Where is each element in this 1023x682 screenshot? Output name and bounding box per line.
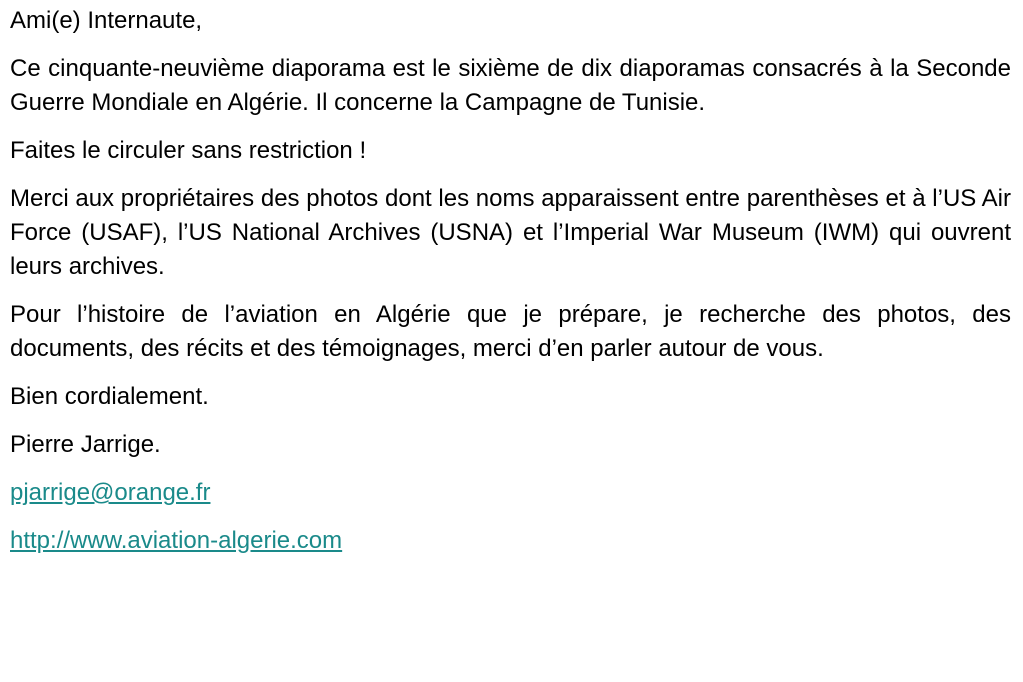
website-line (10, 524, 1011, 558)
website-link[interactable]: http://www.aviation-algerie.com (10, 527, 343, 554)
email-line (10, 476, 1011, 510)
signature: Pierre Jarrige. (10, 431, 161, 458)
closing: Bien cordialement. (10, 383, 209, 410)
email-link[interactable]: pjarrige@orange.fr (10, 479, 211, 506)
paragraph-intro: Ce cinquante-neuvième diaporama est le sixième de dix diaporamas consacrés à la Seconde Guerre Mondiale en Algérie. Il concerne la Campagne de Tunisie. (10, 55, 1011, 116)
greeting: Ami(e) Internaute, (10, 7, 203, 34)
paragraph-request: Pour l’histoire de l’aviation en Algérie que je prépare, je recherche des photos, des documents, des récits et des témoignages, merci d’en parler autour de vous. (10, 301, 1011, 362)
paragraph-share: Faites le circuler sans restriction ! (10, 137, 367, 164)
paragraph-thanks: Merci aux propriétaires des photos dont les noms apparaissent entre parenthèses et à l’US Air Force (USAF), l’US National Archives (USNA) et l’Imperial War Museum (IWM) qui ouvrent leurs archives. (10, 185, 1011, 280)
